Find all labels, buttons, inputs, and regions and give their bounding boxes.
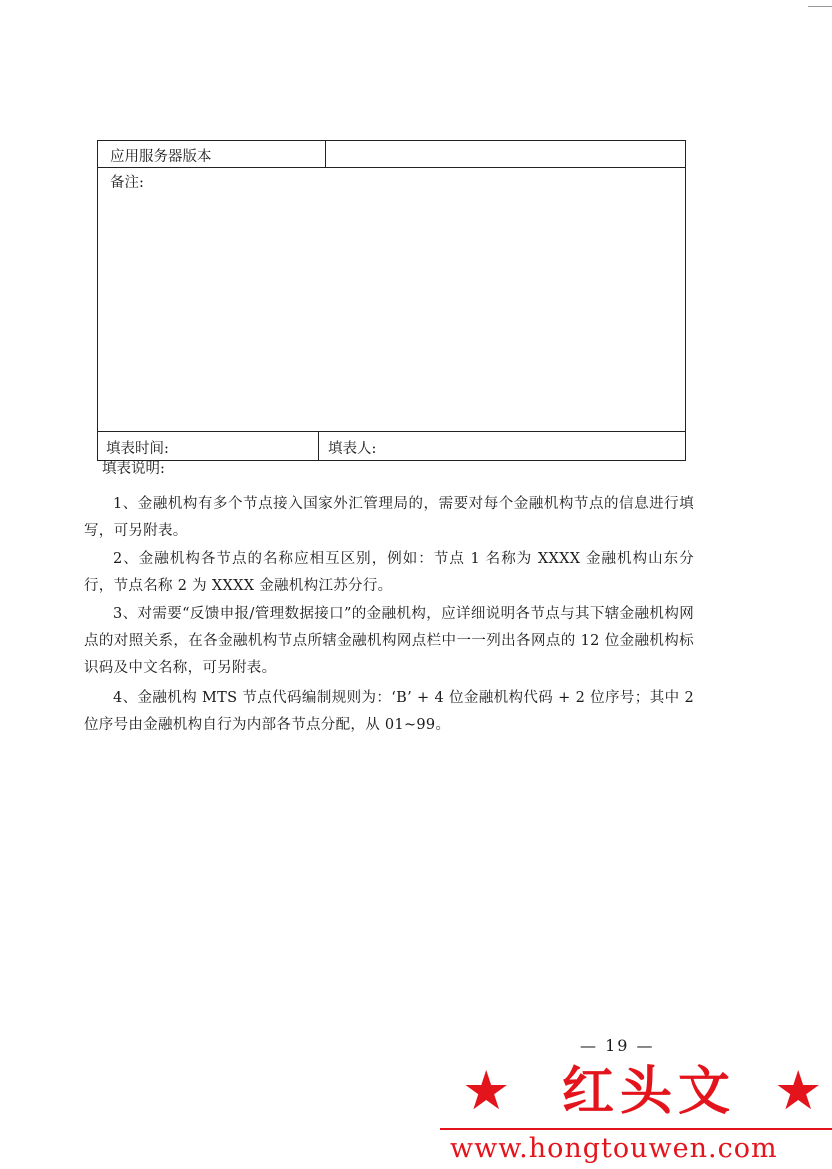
instruction-item-3: 3、对需要“反馈申报/管理数据接口”的金融机构，应详细说明各节点与其下辖金融机构网点的对照关系，在各金融机构节点所辖金融机构网点栏中一一列出各网点的 12 位金融机构标识码及中文名称，可另附表。 (84, 606, 694, 676)
watermark-logo (440, 1059, 832, 1169)
signature-row (98, 432, 685, 460)
filler-label: 填表人: (328, 441, 377, 457)
remarks-cell (98, 168, 685, 432)
watermark-title-row (462, 1059, 832, 1122)
app-server-version-label: 应用服务器版本 (110, 149, 212, 165)
watermark-url: www.hongtouwen.com (450, 1133, 778, 1164)
page-number: — 19 — (580, 1036, 655, 1055)
instruction-item-4: 4、金融机构 MTS 节点代码编制规则为：‘B’ + 4 位金融机构代码 + 2 位序号；其中 2 位序号由金融机构自行为内部各节点分配，从 01~99。 (84, 690, 694, 733)
scan-edge-mark (808, 0, 832, 7)
watermark-divider (440, 1128, 832, 1130)
remarks-label: 备注: (110, 175, 144, 191)
app-server-version-label-cell (98, 141, 326, 167)
instruction-item-2: 2、金融机构各节点的名称应相互区别，例如：节点 1 名称为 XXXX 金融机构山东分行，节点名称 2 为 XXXX 金融机构江苏分行。 (84, 551, 694, 594)
star-icon: ★ (774, 1059, 823, 1122)
instruction-item-1: 1、金融机构有多个节点接入国家外汇管理局的，需要对每个金融机构节点的信息进行填写，可另附表。 (84, 496, 694, 539)
fill-time-cell (98, 432, 319, 460)
star-icon: ★ (462, 1059, 511, 1122)
app-server-version-row (98, 141, 685, 168)
watermark-title: 红头文 (562, 1062, 737, 1122)
fill-time-label: 填表时间: (106, 441, 169, 457)
form-table (97, 140, 686, 461)
instructions-heading: 填表说明: (102, 461, 165, 477)
